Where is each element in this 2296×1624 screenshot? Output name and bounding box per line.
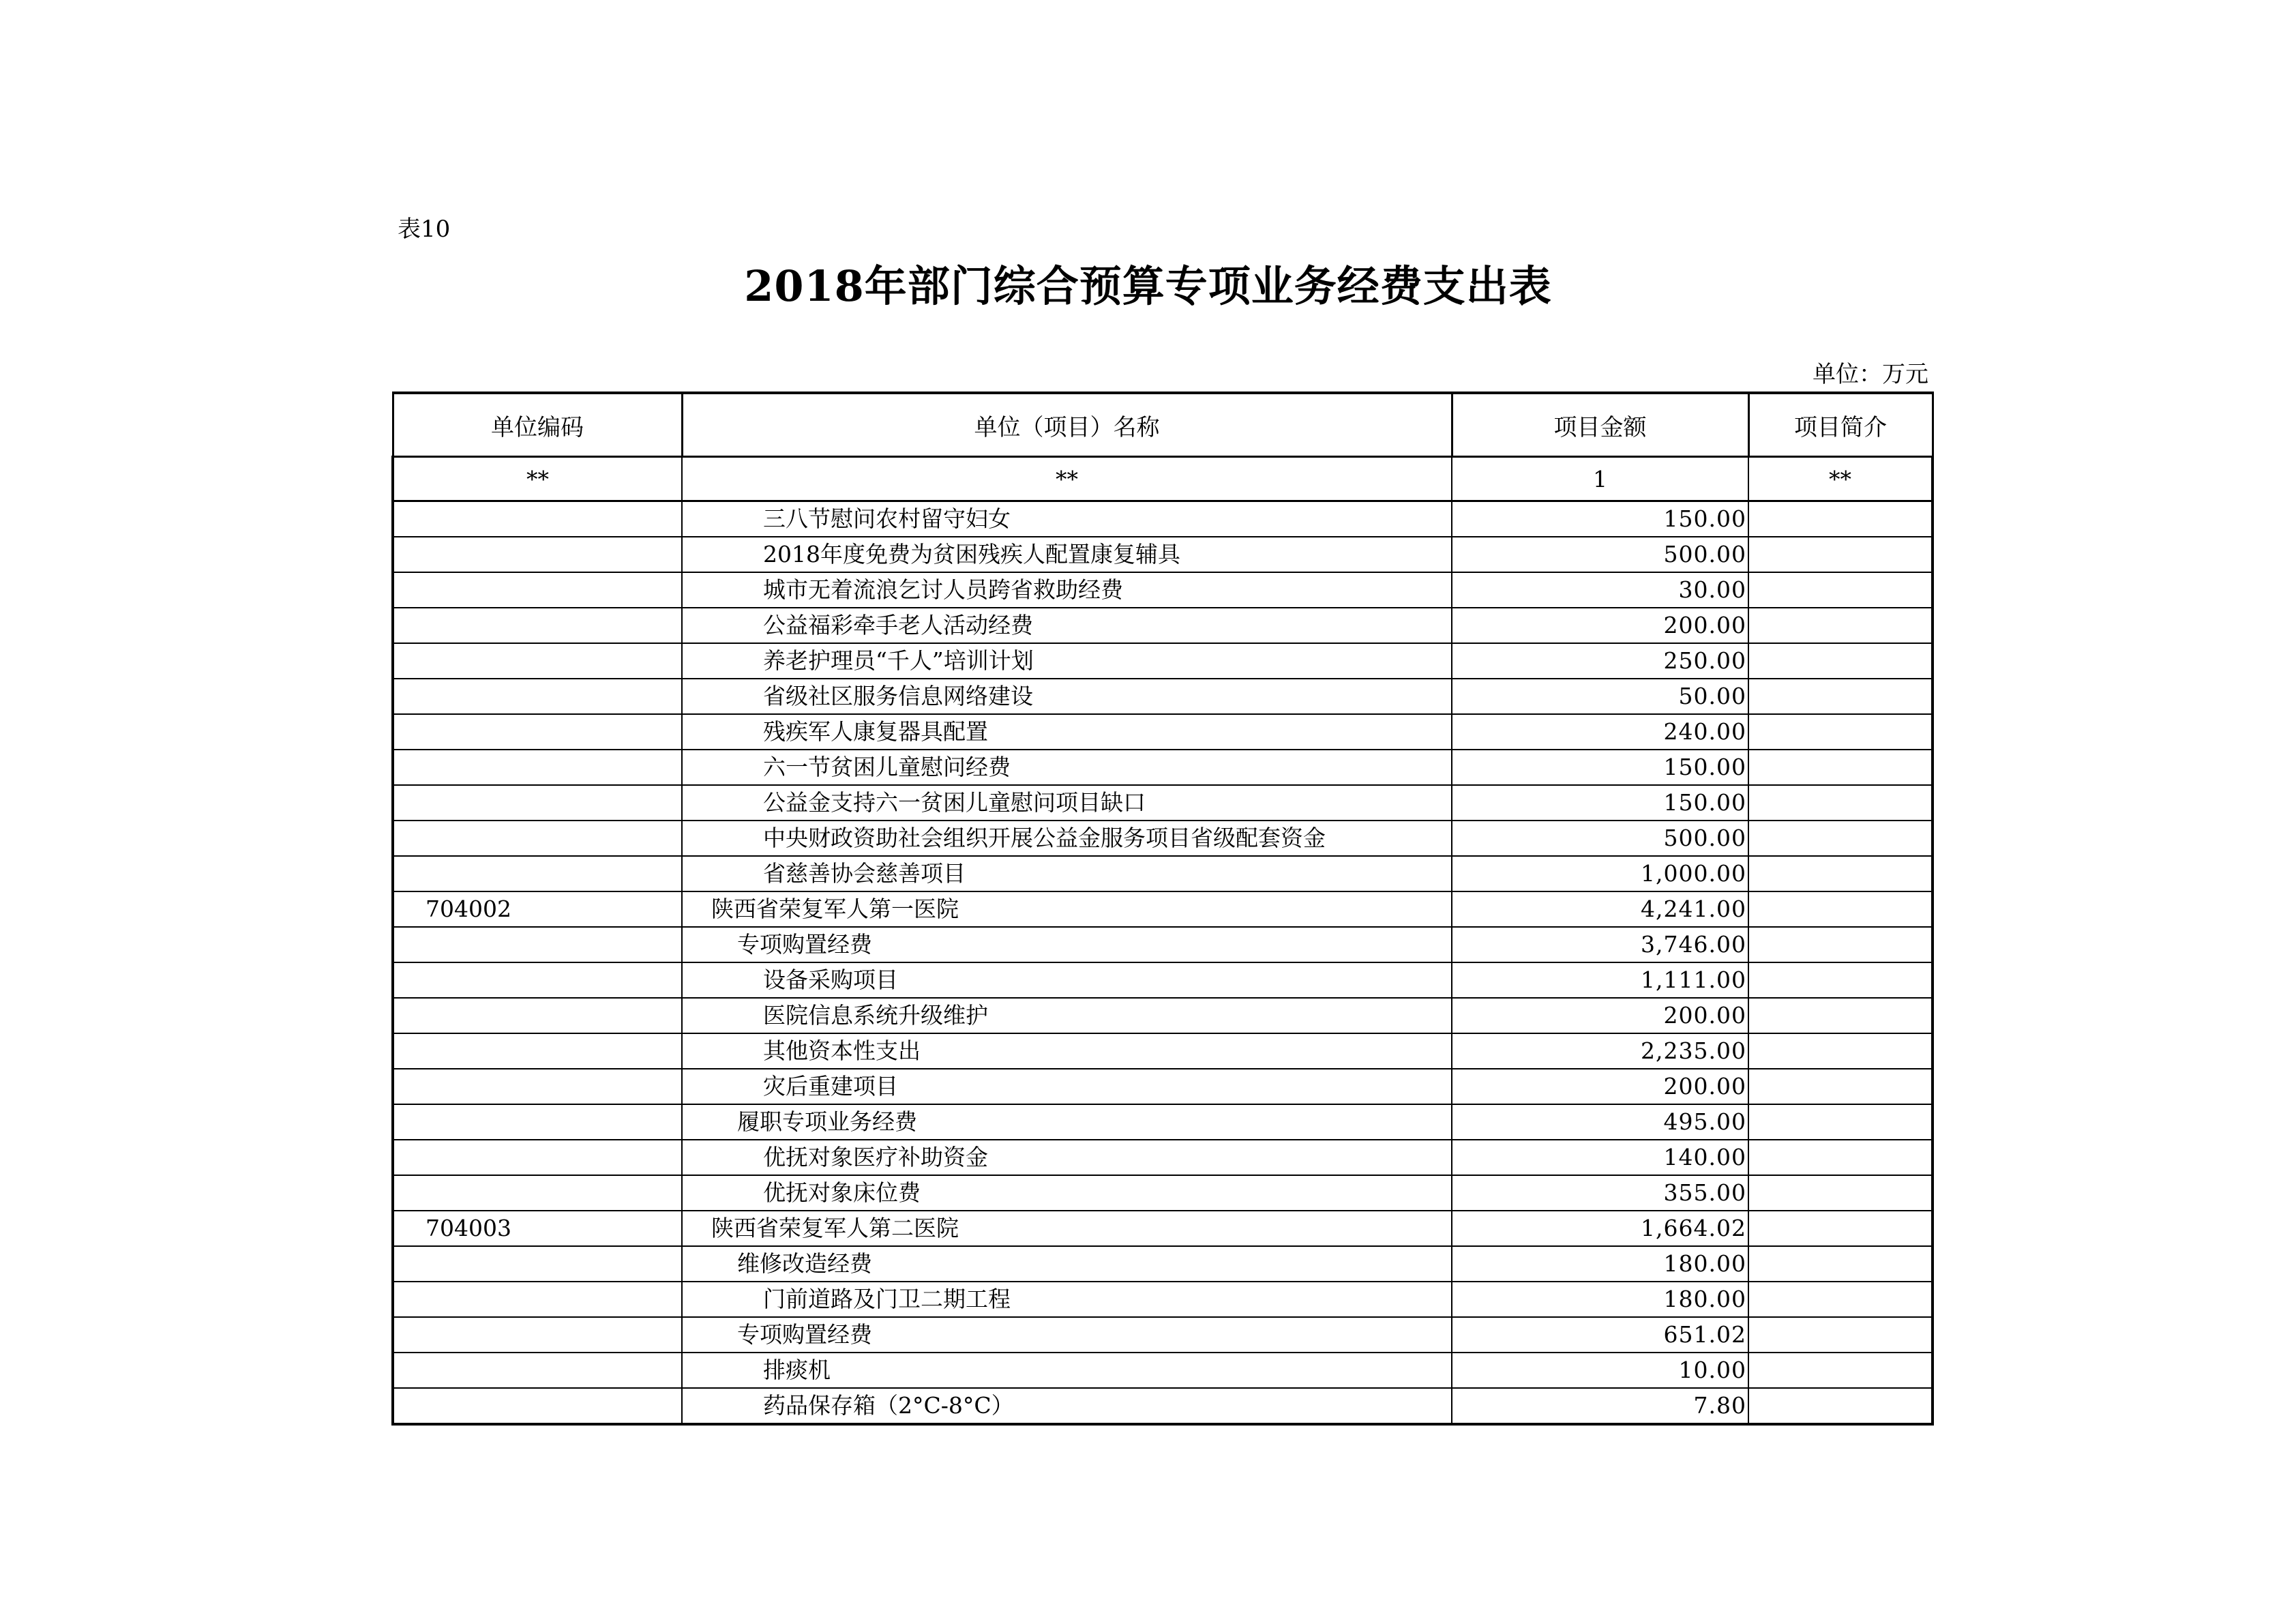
unit-code-cell <box>393 572 682 608</box>
unit-code-cell <box>393 856 682 891</box>
project-name-cell: 专项购置经费 <box>682 1317 1452 1353</box>
unit-code-cell <box>393 537 682 572</box>
unit-code-cell <box>393 962 682 998</box>
project-name-cell: 设备采购项目 <box>682 962 1452 998</box>
marker-row <box>393 457 1933 501</box>
project-name-cell: 其他资本性支出 <box>682 1033 1452 1069</box>
unit-code-cell <box>393 1353 682 1388</box>
intro-cell <box>1748 572 1933 608</box>
table-row <box>393 1388 1933 1424</box>
unit-code-cell <box>393 1317 682 1353</box>
project-name-cell: 维修改造经费 <box>682 1246 1452 1282</box>
amount-cell: 7.80 <box>1452 1388 1748 1424</box>
intro-cell <box>1748 1353 1933 1388</box>
amount-cell: 500.00 <box>1452 537 1748 572</box>
marker-cell: ** <box>393 457 682 501</box>
column-header-name: 单位（项目）名称 <box>682 393 1452 457</box>
table-row <box>393 1033 1933 1069</box>
project-name-cell: 履职专项业务经费 <box>682 1104 1452 1140</box>
intro-cell <box>1748 714 1933 750</box>
intro-cell <box>1748 643 1933 679</box>
intro-cell <box>1748 1211 1933 1246</box>
table-row <box>393 1282 1933 1317</box>
project-name-cell: 优抚对象医疗补助资金 <box>682 1140 1452 1175</box>
amount-cell: 4,241.00 <box>1452 891 1748 927</box>
marker-cell: ** <box>682 457 1452 501</box>
intro-cell <box>1748 927 1933 962</box>
intro-cell <box>1748 891 1933 927</box>
table-row <box>393 821 1933 856</box>
project-name-cell: 中央财政资助社会组织开展公益金服务项目省级配套资金 <box>682 821 1452 856</box>
project-name-cell: 药品保存箱（2°C-8°C） <box>682 1388 1452 1424</box>
amount-cell: 1,664.02 <box>1452 1211 1748 1246</box>
table-row <box>393 1246 1933 1282</box>
column-header-unit-code: 单位编码 <box>393 393 682 457</box>
unit-code-cell <box>393 750 682 785</box>
table-row <box>393 1175 1933 1211</box>
unit-code-cell <box>393 1104 682 1140</box>
unit-code-cell: 704003 <box>393 1211 682 1246</box>
intro-cell <box>1748 856 1933 891</box>
table-row <box>393 714 1933 750</box>
intro-cell <box>1748 1104 1933 1140</box>
amount-cell: 500.00 <box>1452 821 1748 856</box>
project-name-cell: 公益福彩牵手老人活动经费 <box>682 608 1452 643</box>
table-row <box>393 679 1933 714</box>
unit-code-cell <box>393 714 682 750</box>
intro-cell <box>1748 750 1933 785</box>
intro-cell <box>1748 962 1933 998</box>
intro-cell <box>1748 1246 1933 1282</box>
intro-cell <box>1748 1033 1933 1069</box>
table-row <box>393 1069 1933 1104</box>
column-header-amount: 项目金额 <box>1452 393 1748 457</box>
unit-code-cell <box>393 643 682 679</box>
amount-cell: 200.00 <box>1452 1069 1748 1104</box>
project-name-cell: 陕西省荣复军人第一医院 <box>682 891 1452 927</box>
amount-cell: 1,111.00 <box>1452 962 1748 998</box>
intro-cell <box>1748 1069 1933 1104</box>
amount-cell: 3,746.00 <box>1452 927 1748 962</box>
unit-code-cell <box>393 821 682 856</box>
unit-code-cell: 704002 <box>393 891 682 927</box>
table-row <box>393 750 1933 785</box>
amount-cell: 1,000.00 <box>1452 856 1748 891</box>
unit-code-cell <box>393 608 682 643</box>
amount-cell: 30.00 <box>1452 572 1748 608</box>
column-header-intro: 项目简介 <box>1748 393 1933 457</box>
amount-cell: 495.00 <box>1452 1104 1748 1140</box>
project-name-cell: 排痰机 <box>682 1353 1452 1388</box>
project-name-cell: 城市无着流浪乞讨人员跨省救助经费 <box>682 572 1452 608</box>
amount-cell: 50.00 <box>1452 679 1748 714</box>
project-name-cell: 灾后重建项目 <box>682 1069 1452 1104</box>
table-row <box>393 1317 1933 1353</box>
intro-cell <box>1748 1175 1933 1211</box>
marker-cell: ** <box>1748 457 1933 501</box>
amount-cell: 180.00 <box>1452 1246 1748 1282</box>
project-name-cell: 公益金支持六一贫困儿童慰问项目缺口 <box>682 785 1452 821</box>
table-row <box>393 643 1933 679</box>
intro-cell <box>1748 1388 1933 1424</box>
unit-code-cell <box>393 1175 682 1211</box>
project-name-cell: 六一节贫困儿童慰问经费 <box>682 750 1452 785</box>
intro-cell <box>1748 1282 1933 1317</box>
project-name-cell: 残疾军人康复器具配置 <box>682 714 1452 750</box>
project-name-cell: 门前道路及门卫二期工程 <box>682 1282 1452 1317</box>
table-row <box>393 537 1933 572</box>
table-row <box>393 1104 1933 1140</box>
unit-code-cell <box>393 927 682 962</box>
page-title: 2018年部门综合预算专项业务经费支出表 <box>744 261 1552 311</box>
table-row <box>393 785 1933 821</box>
intro-cell <box>1748 501 1933 537</box>
amount-cell: 2,235.00 <box>1452 1033 1748 1069</box>
amount-cell: 10.00 <box>1452 1353 1748 1388</box>
table-row <box>393 572 1933 608</box>
unit-code-cell <box>393 1140 682 1175</box>
intro-cell <box>1748 998 1933 1033</box>
table-row <box>393 998 1933 1033</box>
amount-cell: 250.00 <box>1452 643 1748 679</box>
project-name-cell: 陕西省荣复军人第二医院 <box>682 1211 1452 1246</box>
unit-code-cell <box>393 1246 682 1282</box>
intro-cell <box>1748 785 1933 821</box>
table-row <box>393 501 1933 537</box>
unit-code-cell <box>393 1388 682 1424</box>
table-row <box>393 1140 1933 1175</box>
table-label: 表10 <box>398 216 451 243</box>
intro-cell <box>1748 679 1933 714</box>
amount-cell: 150.00 <box>1452 750 1748 785</box>
amount-cell: 200.00 <box>1452 608 1748 643</box>
project-name-cell: 省慈善协会慈善项目 <box>682 856 1452 891</box>
project-name-cell: 2018年度免费为贫困残疾人配置康复辅具 <box>682 537 1452 572</box>
unit-code-cell <box>393 1069 682 1104</box>
amount-cell: 200.00 <box>1452 998 1748 1033</box>
project-name-cell: 三八节慰问农村留守妇女 <box>682 501 1452 537</box>
amount-cell: 140.00 <box>1452 1140 1748 1175</box>
table-row <box>393 927 1933 962</box>
project-name-cell: 医院信息系统升级维护 <box>682 998 1452 1033</box>
table-row <box>393 1211 1933 1246</box>
table-row <box>393 1353 1933 1388</box>
table-row <box>393 891 1933 927</box>
unit-code-cell <box>393 1282 682 1317</box>
project-name-cell: 优抚对象床位费 <box>682 1175 1452 1211</box>
intro-cell <box>1748 1140 1933 1175</box>
unit-code-cell <box>393 998 682 1033</box>
amount-cell: 150.00 <box>1452 785 1748 821</box>
unit-code-cell <box>393 1033 682 1069</box>
intro-cell <box>1748 608 1933 643</box>
unit-code-cell <box>393 501 682 537</box>
table-row <box>393 608 1933 643</box>
amount-cell: 355.00 <box>1452 1175 1748 1211</box>
amount-cell: 240.00 <box>1452 714 1748 750</box>
table-row <box>393 856 1933 891</box>
table-row <box>393 962 1933 998</box>
amount-cell: 651.02 <box>1452 1317 1748 1353</box>
budget-table <box>391 392 1934 1426</box>
project-name-cell: 省级社区服务信息网络建设 <box>682 679 1452 714</box>
unit-note: 单位：万元 <box>1813 361 1928 388</box>
amount-cell: 180.00 <box>1452 1282 1748 1317</box>
intro-cell <box>1748 537 1933 572</box>
project-name-cell: 养老护理员“千人”培训计划 <box>682 643 1452 679</box>
intro-cell <box>1748 821 1933 856</box>
unit-code-cell <box>393 785 682 821</box>
marker-cell: 1 <box>1452 457 1748 501</box>
unit-code-cell <box>393 679 682 714</box>
intro-cell <box>1748 1317 1933 1353</box>
project-name-cell: 专项购置经费 <box>682 927 1452 962</box>
amount-cell: 150.00 <box>1452 501 1748 537</box>
header-row <box>393 393 1933 457</box>
